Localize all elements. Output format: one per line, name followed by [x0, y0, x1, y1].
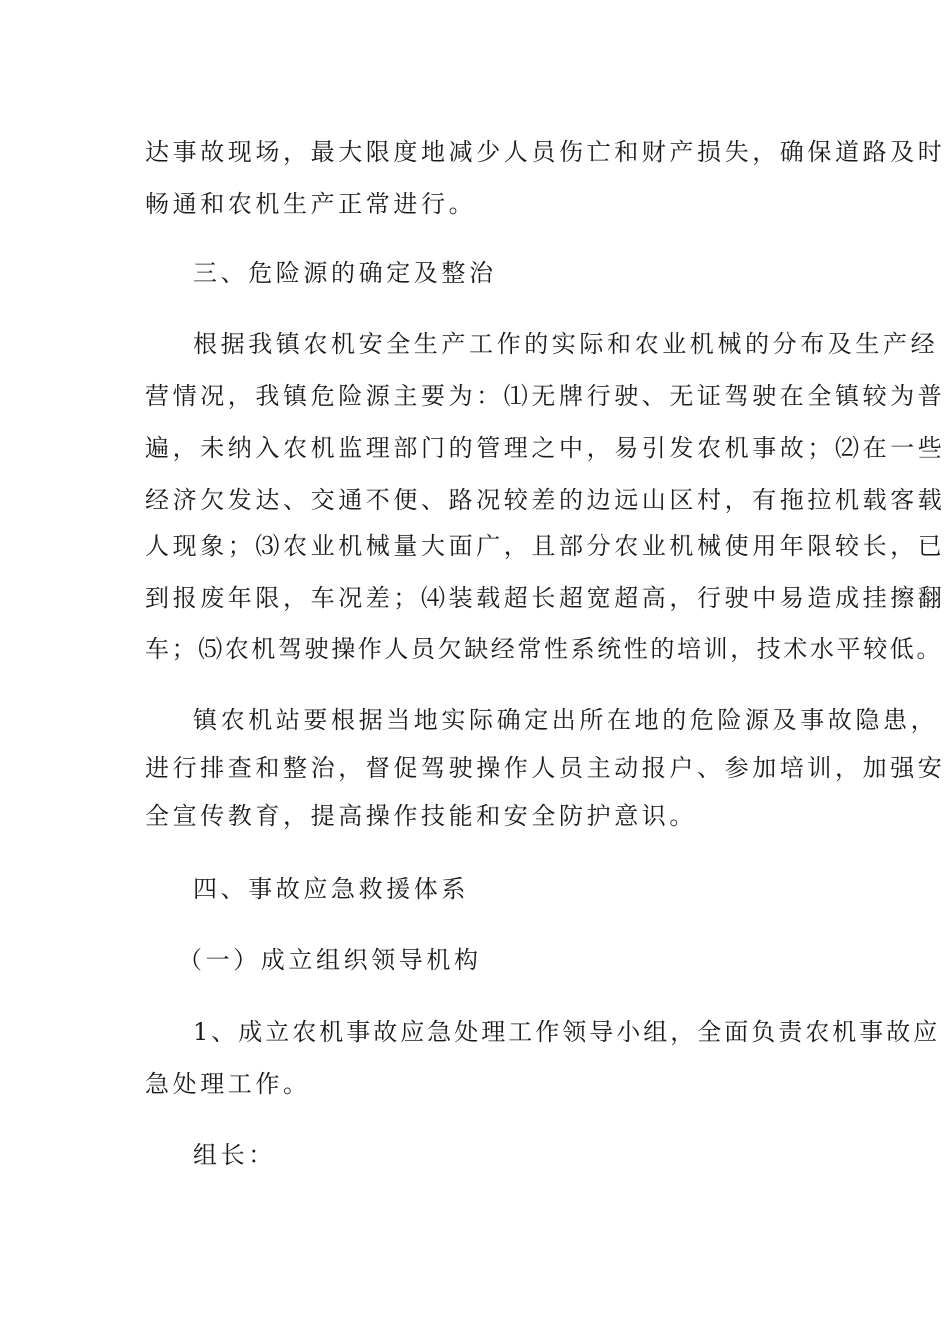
paragraph-line: 达事故现场，最大限度地减少人员伤亡和财产损失，确保道路及时 — [145, 138, 946, 166]
paragraph-line: 营情况，我镇危险源主要为：⑴无牌行驶、无证驾驶在全镇较为普 — [145, 382, 946, 410]
section-heading-3: 三、危险源的确定及整治 — [193, 259, 497, 287]
paragraph-line: 畅通和农机生产正常进行。 — [145, 190, 477, 218]
paragraph-line: 到报废年限，车况差；⑷装载超长超宽超高，行驶中易造成挂擦翻 — [145, 584, 946, 612]
paragraph-line: 进行排查和整治，督促驾驶操作人员主动报户、参加培训，加强安 — [145, 754, 946, 782]
paragraph-line: 遍，未纳入农机监理部门的管理之中，易引发农机事故；⑵在一些 — [145, 434, 946, 462]
paragraph-line: 经济欠发达、交通不便、路况较差的边远山区村，有拖拉机载客载 — [145, 486, 946, 514]
paragraph-line: 根据我镇农机安全生产工作的实际和农业机械的分布及生产经 — [193, 330, 939, 358]
paragraph-line: 1、成立农机事故应急处理工作领导小组，全面负责农机事故应 — [193, 1018, 941, 1046]
subsection-heading: （一）成立组织领导机构 — [178, 946, 482, 974]
paragraph-line: 全宣传教育，提高操作技能和安全防护意识。 — [145, 802, 697, 830]
paragraph-line: 急处理工作。 — [145, 1070, 311, 1098]
paragraph-line: 人现象；⑶农业机械量大面广，且部分农业机械使用年限较长，已 — [145, 532, 946, 560]
paragraph-line: 车；⑸农机驾驶操作人员欠缺经常性系统性的培训，技术水平较低。 — [145, 635, 943, 663]
paragraph-line: 镇农机站要根据当地实际确定出所在地的危险源及事故隐患， — [193, 706, 939, 734]
group-leader-label: 组长： — [193, 1141, 276, 1169]
section-heading-4: 四、事故应急救援体系 — [193, 875, 469, 903]
